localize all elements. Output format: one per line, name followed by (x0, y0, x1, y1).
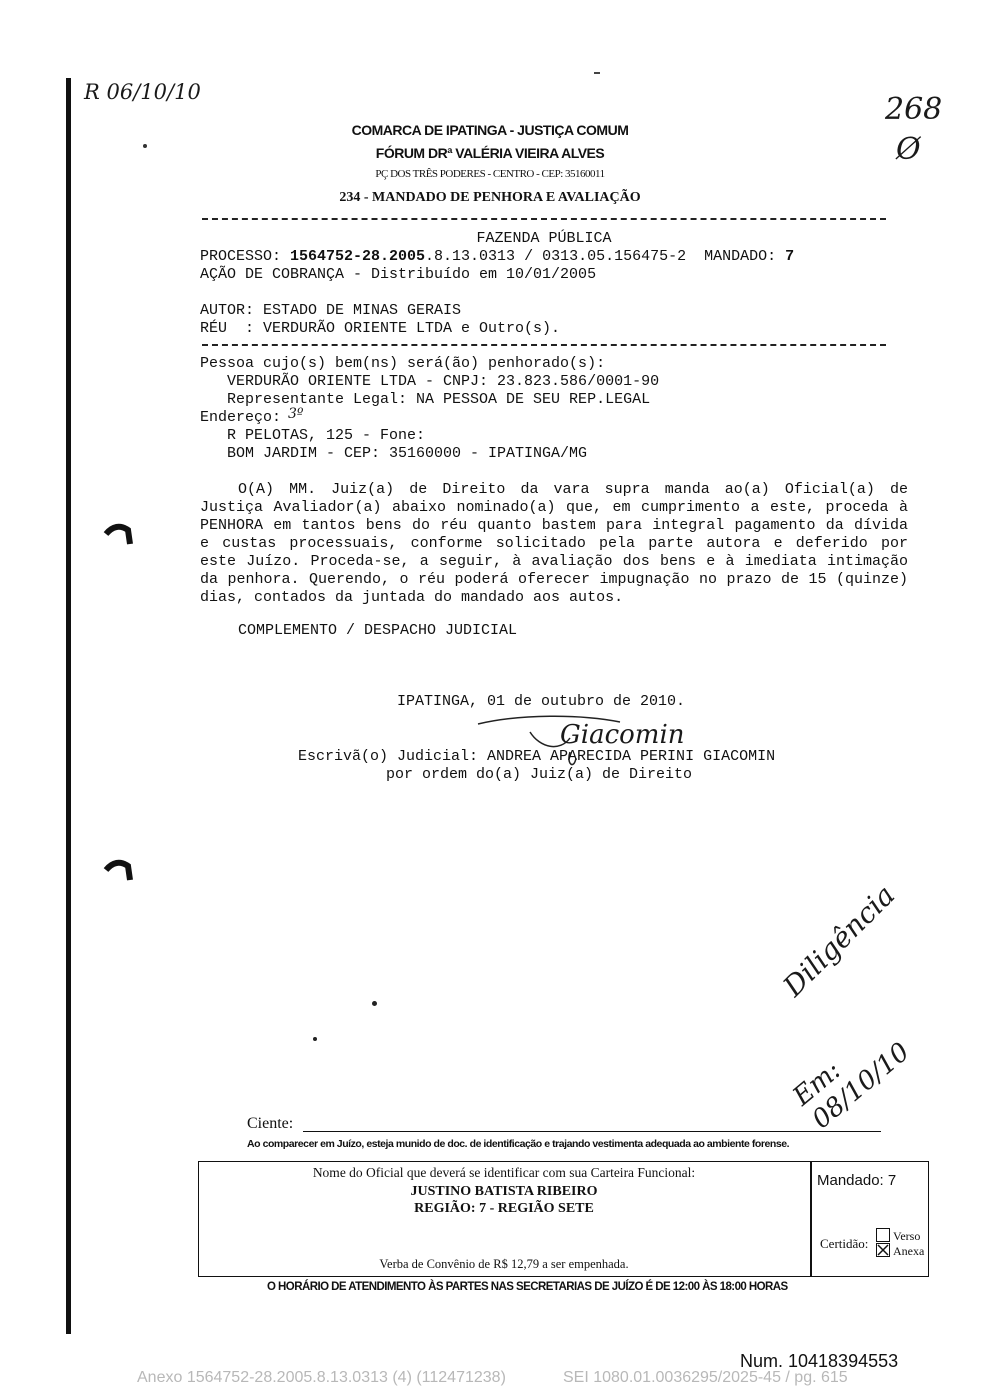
handwritten-diligence: Diligência (776, 878, 902, 1003)
hole-punch-mark (102, 520, 136, 548)
process-line (200, 248, 794, 266)
judge-order-line: por ordem do(a) Juiz(a) de Direito (386, 766, 693, 783)
service-hours-notice: O HORÁRIO DE ATENDIMENTO ÀS PARTES NAS SECRETARIAS DE JUÍZO É DE 12:00 ÀS 18:00 HORAS (267, 1281, 788, 1293)
hole-punch-mark (102, 856, 136, 884)
sei-reference: SEI 1080.01.0036295/2025-45 / pg. 615 (563, 1369, 848, 1386)
clerk-line: Escrivã(o) Judicial: ANDREA APARECIDA PERINI GIACOMIN (298, 748, 776, 765)
scan-speck (313, 1037, 317, 1041)
fee-note: Verba de Convênio de R$ 12,79 a ser empenhada. (379, 1257, 629, 1271)
complement-heading: COMPLEMENTO / DESPACHO JUDICIAL (238, 622, 518, 639)
mandado-number: 7 (785, 248, 795, 265)
party-representative: Representante Legal: NA PESSOA DE SEU REP.LEGAL (200, 391, 651, 408)
dashed-separator (202, 344, 886, 346)
handwritten-signature: Giacomin (560, 720, 685, 750)
handwritten-rubric: Ø (896, 132, 921, 167)
officer-label: Nome do Oficial que deverá se identificar com sua Carteira Funcional: (312, 1165, 696, 1180)
process-label: PROCESSO: (200, 248, 291, 265)
handwritten-page-number: 268 (885, 92, 943, 127)
action-line: AÇÃO DE COBRANÇA - Distribuído em 10/01/2005 (200, 266, 597, 283)
defendant-line: RÉU : VERDURÃO ORIENTE LTDA e Outro(s). (200, 320, 561, 337)
anexa-checkbox[interactable] (876, 1243, 890, 1257)
dashed-separator (202, 218, 886, 220)
certidao-label: Certidão: (820, 1236, 869, 1251)
handwritten-address-mark: 3º (288, 406, 304, 422)
annex-reference: Anexo 1564752-28.2005.8.13.0313 (4) (112471238) (137, 1369, 506, 1386)
ciente-notice: Ao comparecer em Juízo, esteja munido de doc. de identificação e trajando vestimenta adequada ao ambiente forense. (247, 1138, 790, 1150)
party-address-label: Endereço: (200, 409, 282, 426)
party-company: VERDURÃO ORIENTE LTDA - CNPJ: 23.823.586/0001-90 (200, 373, 660, 390)
document-title: 234 - MANDADO DE PENHORA E AVALIAÇÃO (339, 190, 641, 205)
handwritten-diligence-date: Em: 08/10/10 (787, 1036, 916, 1135)
scan-left-border (66, 78, 71, 1334)
ciente-label: Ciente: (247, 1115, 294, 1132)
document-number: Num. 10418394553 (740, 1351, 899, 1371)
process-number: 1564752-28.2005 (290, 248, 426, 265)
handwritten-received-date: R 06/10/10 (84, 80, 201, 104)
verso-checkbox[interactable] (876, 1228, 890, 1242)
box-mandado-number: Mandado: 7 (817, 1172, 897, 1189)
order-paragraph: O(A) MM. Juiz(a) de Direito da vara supra manda ao(a) Oficial(a) de Justiça Avaliador(a) abaixo nominado(a) que, em cumprimento a este, proceda à PENHORA em tantos bens do réu quanto bastem para integral pagamento da dívida e custas processuais, conforme solicitado pela parte autora e deferido por este Juízo. Proceda-se, a seguir, à avaliação dos bens e à imediata intimação da penhora. Querendo, o réu poderá oferecer impugnação no prazo de 15 (quinze) dias, contados da juntada do mandado aos autos. (200, 481, 908, 606)
verso-label: Verso (893, 1229, 921, 1243)
checkmark-icon (876, 1243, 890, 1257)
party-city: BOM JARDIM - CEP: 35160000 - IPATINGA/MG (200, 445, 588, 462)
officer-region: REGIÃO: 7 - REGIÃO SETE (414, 1201, 594, 1216)
officer-name: JUSTINO BATISTA RIBEIRO (410, 1184, 598, 1199)
party-heading: Pessoa cujo(s) bem(ns) será(ão) penhorado(s): (200, 355, 606, 372)
court-name: COMARCA DE IPATINGA - JUSTIÇA COMUM (351, 122, 629, 138)
section-name: FAZENDA PÚBLICA (476, 230, 612, 247)
place-date: IPATINGA, 01 de outubro de 2010. (397, 693, 686, 710)
scan-speck (143, 144, 147, 148)
process-rest: .8.13.0313 / 0313.05.156475-2 MANDADO: (425, 248, 786, 265)
forum-name: FÓRUM DRª VALÉRIA VIEIRA ALVES (375, 145, 605, 161)
ciente-signature-line (303, 1131, 881, 1132)
box-divider (810, 1161, 812, 1277)
scan-speck (594, 72, 600, 74)
scan-speck (372, 1001, 377, 1006)
author-line: AUTOR: ESTADO DE MINAS GERAIS (200, 302, 462, 319)
forum-address: PÇ DOS TRÊS PODERES - CENTRO - CEP: 35160011 (375, 168, 605, 180)
anexa-label: Anexa (893, 1244, 925, 1258)
party-street: R PELOTAS, 125 - Fone: (200, 427, 426, 444)
